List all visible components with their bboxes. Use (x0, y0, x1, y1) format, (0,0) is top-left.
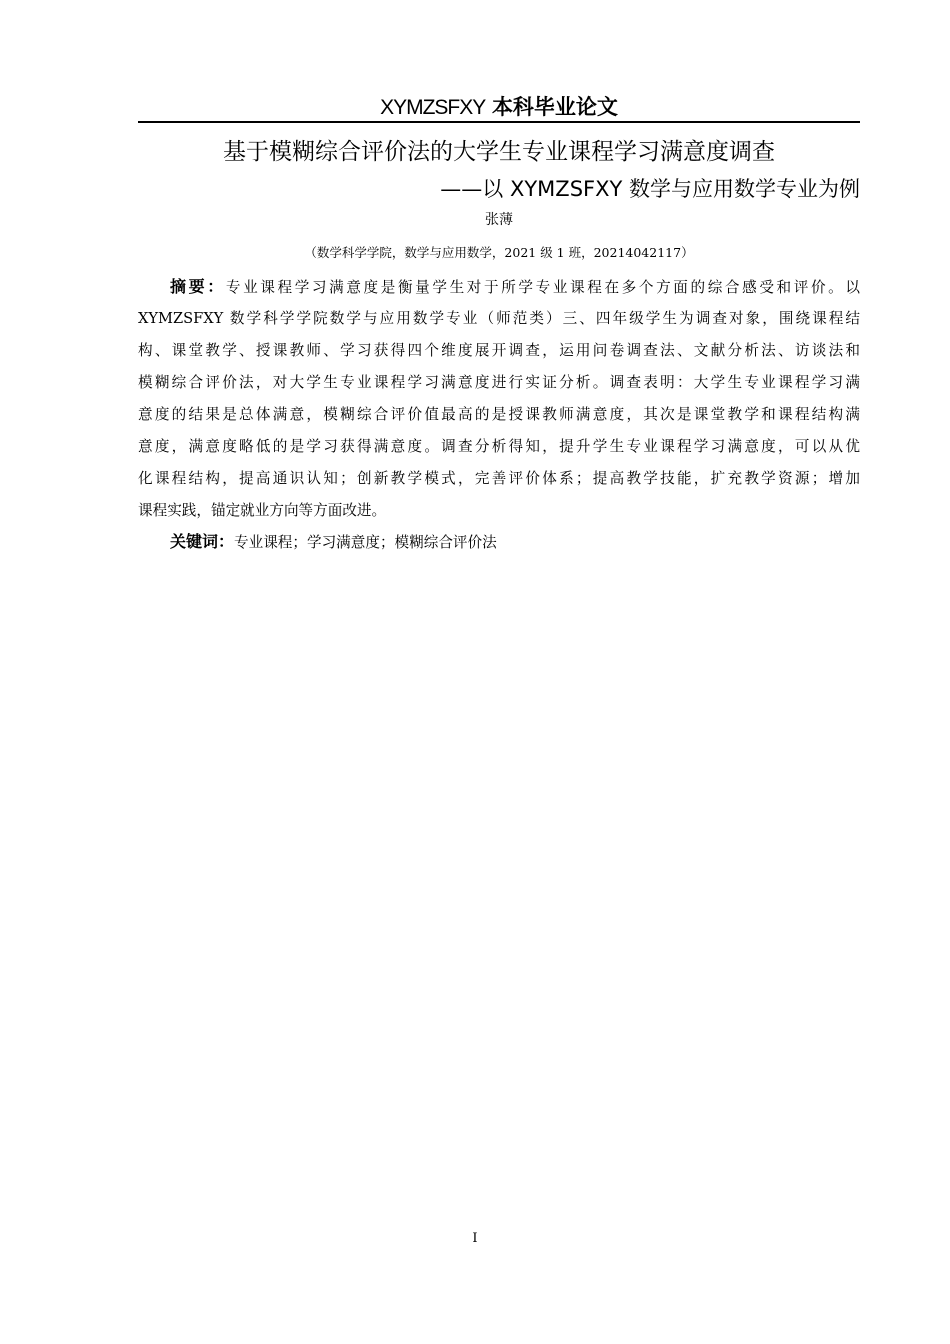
abstract-line: 摘要：专业课程学习满意度是衡量学生对于所学专业课程在多个方面的综合感受和评价。以 (170, 277, 860, 296)
keywords (170, 526, 497, 559)
abstract-line: XYMZSFXY 数学科学学院数学与应用数学专业（师范类）三、四年级学生为调查对象，围绕课程结 (138, 310, 860, 327)
abstract-line: 构、课堂教学、授课教师、学习获得四个维度展开调查，运用问卷调查法、文献分析法、访谈法和 (138, 342, 860, 359)
keywords-text: 专业课程；学习满意度；模糊综合评价法 (234, 534, 497, 551)
abstract-line: 意度的结果是总体满意，模糊综合评价值最高的是授课教师满意度，其次是课堂教学和课程结构满 (138, 406, 860, 423)
header-rule (138, 121, 860, 123)
keywords-label: 关键词： (170, 532, 235, 551)
abstract-line: 模糊综合评价法，对大学生专业课程学习满意度进行实证分析。调查表明：大学生专业课程学习满 (138, 374, 860, 391)
paper-subtitle: ——以 XYMZSFXY 数学与应用数学专业为例 (440, 177, 860, 201)
author: 张薄 (485, 212, 513, 228)
running-header (138, 92, 860, 123)
abstract-label: 摘要： (170, 277, 226, 296)
abstract-line: 课程实践，锚定就业方向等方面改进。 (138, 502, 387, 519)
abstract (138, 271, 860, 527)
affiliation: （数学科学学院，数学与应用数学，2021 级 1 班，20214042117） (304, 245, 694, 260)
header-latin: XYMZSFXY (380, 96, 486, 119)
header-cn: 本科毕业论文 (491, 95, 618, 119)
page-number: I (472, 1231, 478, 1246)
abstract-line: 化课程结构，提高通识认知；创新教学模式，完善评价体系；提高教学技能，扩充教学资源；增加 (138, 470, 860, 487)
paper-title: 基于模糊综合评价法的大学生专业课程学习满意度调查 (223, 139, 775, 165)
abstract-line: 意度，满意度略低的是学习获得满意度。调查分析得知，提升学生专业课程学习满意度，可以从优 (138, 438, 860, 455)
